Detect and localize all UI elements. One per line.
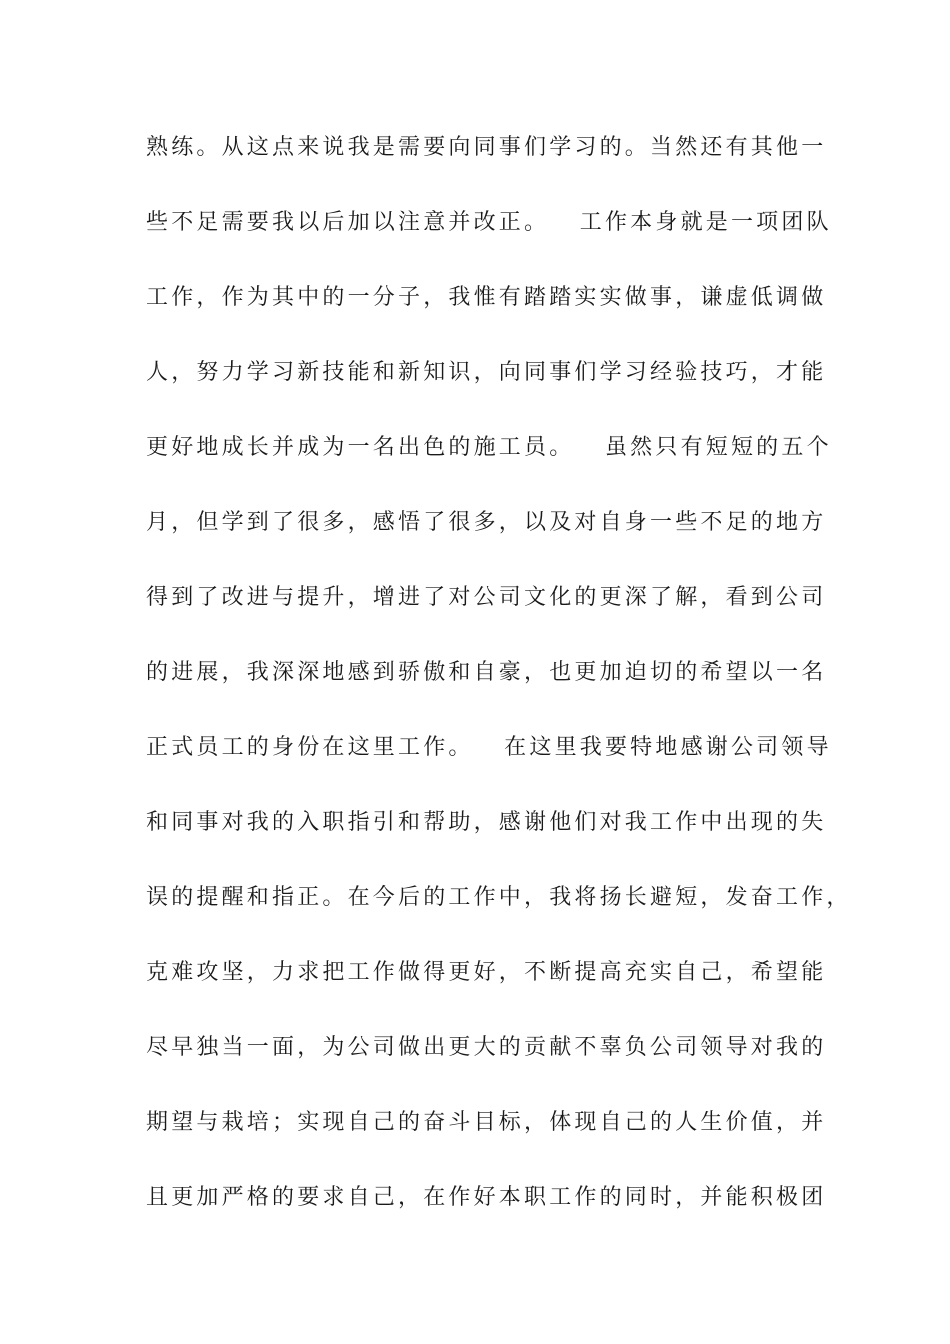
text-line: 人，努力学习新技能和新知识，向同事们学习经验技巧，才能 bbox=[146, 360, 827, 385]
text-line: 得到了改进与提升，增进了对公司文化的更深了解，看到公司 bbox=[146, 585, 827, 610]
text-line: 克难攻坚，力求把工作做得更好，不断提高充实自己，希望能 bbox=[146, 960, 827, 985]
text-line: 且更加严格的要求自己，在作好本职工作的同时，并能积极团 bbox=[146, 1185, 827, 1210]
text-line: 更好地成长并成为一名出色的施工员。 虽然只有短短的五个 bbox=[146, 435, 832, 460]
text-line: 月，但学到了很多，感悟了很多，以及对自身一些不足的地方 bbox=[146, 510, 827, 535]
text-line: 工作，作为其中的一分子，我惟有踏踏实实做事，谦虚低调做 bbox=[146, 285, 827, 310]
text-line: 的进展，我深深地感到骄傲和自豪，也更加迫切的希望以一名 bbox=[146, 660, 827, 685]
body-text bbox=[146, 128, 852, 1253]
text-line: 误的提醒和指正。在今后的工作中，我将扬长避短，发奋工作， bbox=[146, 885, 852, 910]
text-line: 和同事对我的入职指引和帮助，感谢他们对我工作中出现的失 bbox=[146, 810, 827, 835]
text-line: 正式员工的身份在这里工作。 在这里我要特地感谢公司领导 bbox=[146, 735, 832, 760]
text-line: 熟练。从这点来说我是需要向同事们学习的。当然还有其他一 bbox=[146, 135, 827, 160]
text-line: 尽早独当一面，为公司做出更大的贡献不辜负公司领导对我的 bbox=[146, 1035, 827, 1060]
text-line: 些不足需要我以后加以注意并改正。 工作本身就是一项团队 bbox=[146, 210, 832, 235]
text-line: 期望与栽培；实现自己的奋斗目标，体现自己的人生价值，并 bbox=[146, 1110, 827, 1135]
